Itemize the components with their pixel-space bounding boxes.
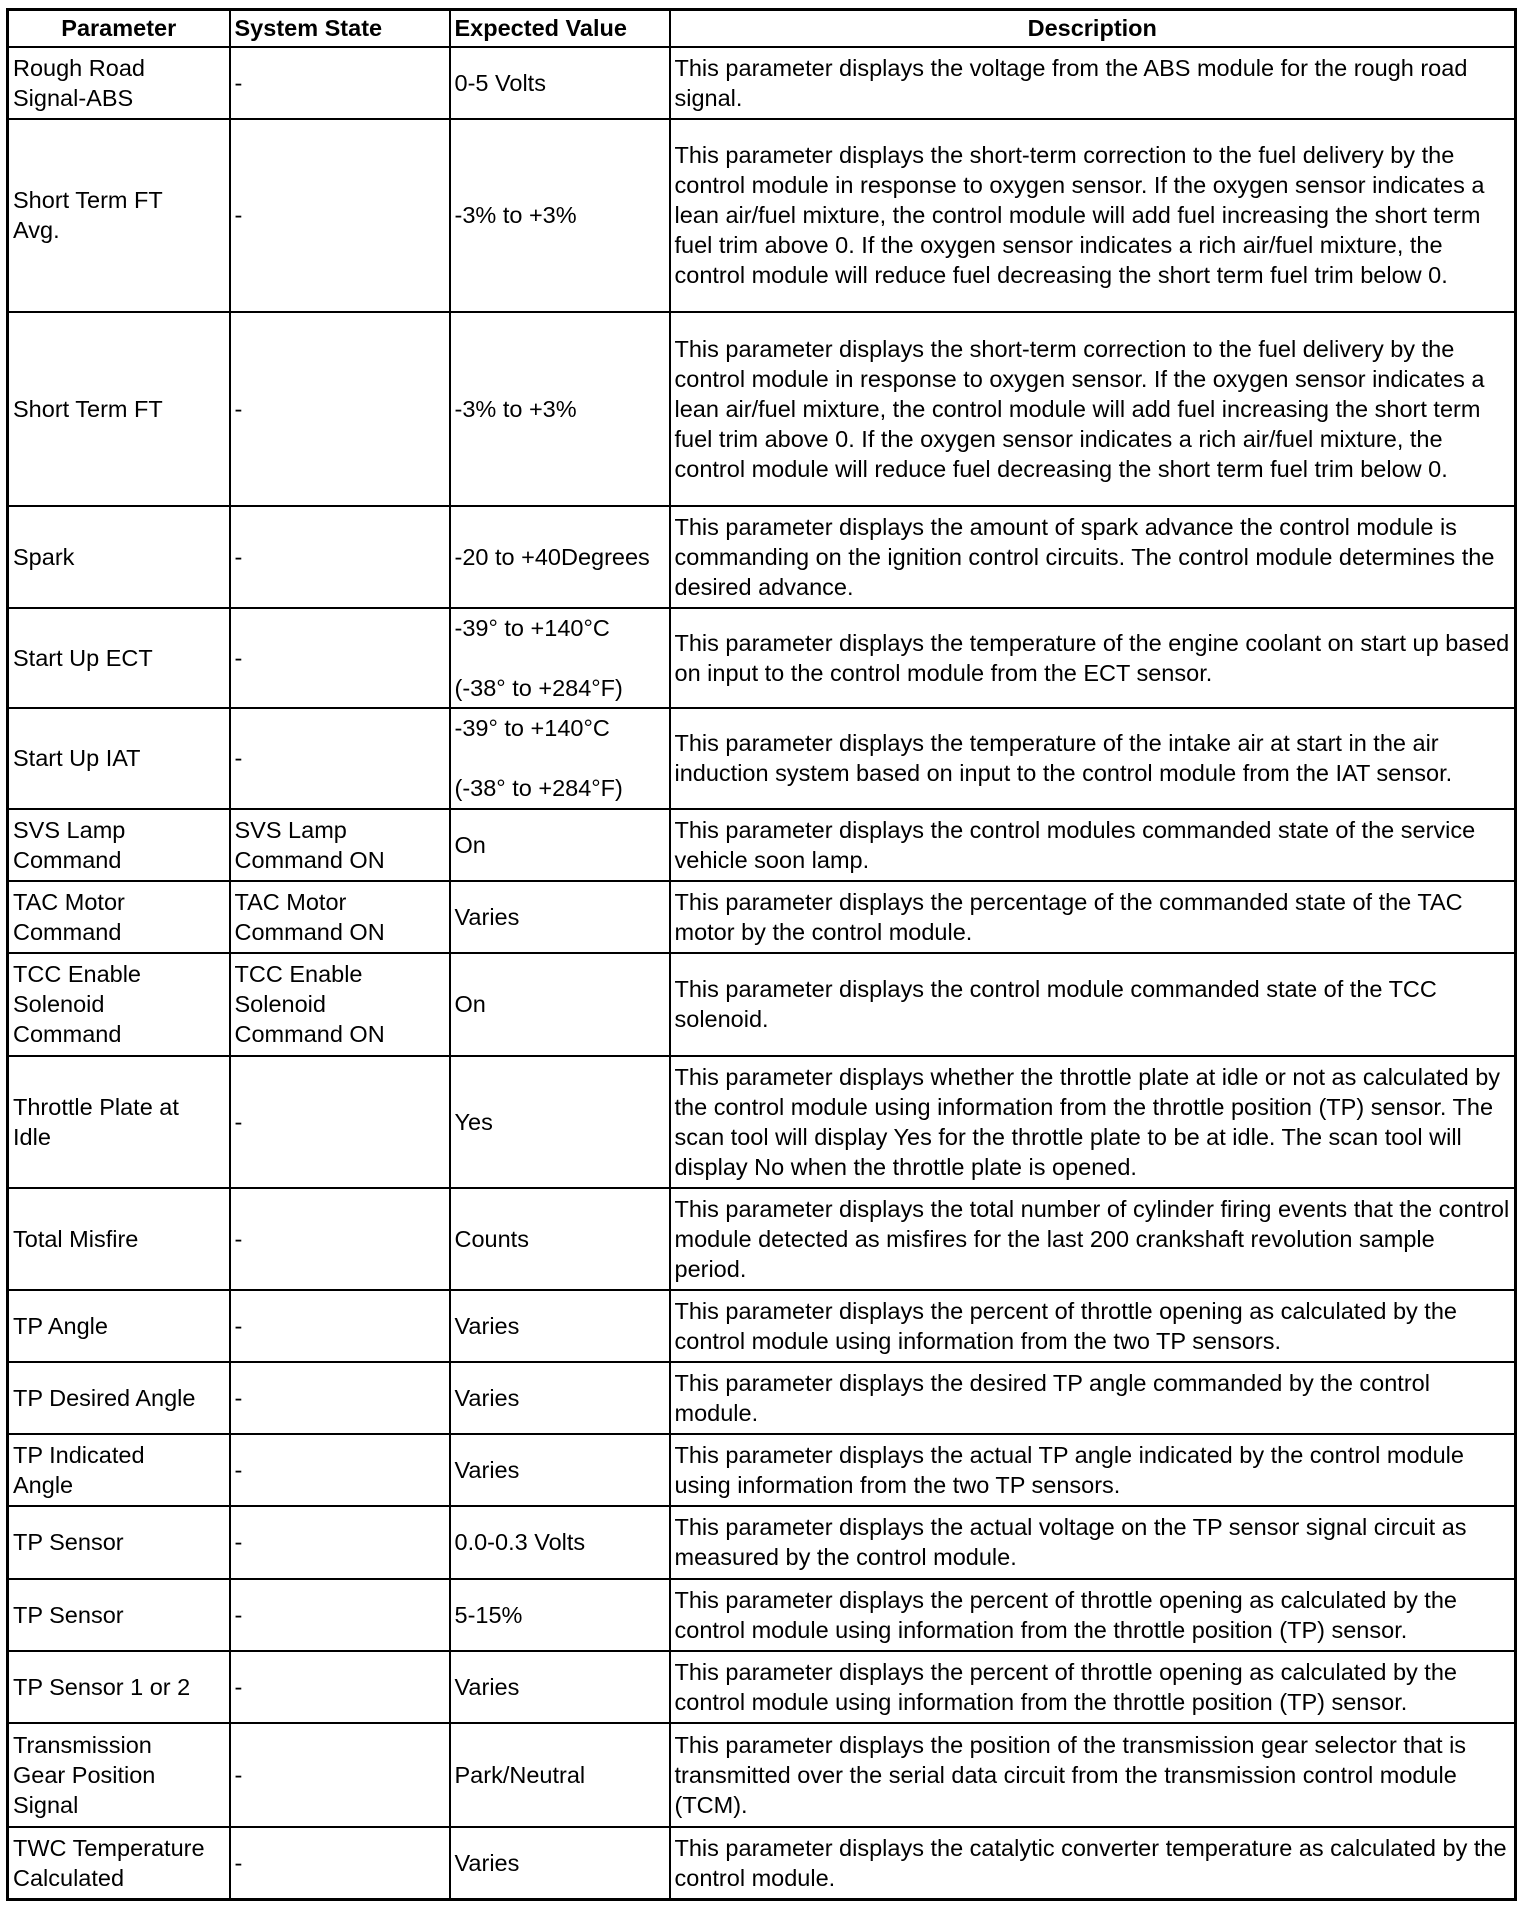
table-row	[8, 1579, 1516, 1651]
cell-expected-value: Yes	[450, 1056, 670, 1188]
cell-parameter: TWC Temperature Calculated	[8, 1827, 230, 1900]
table-row	[8, 1188, 1516, 1290]
table-row	[8, 1827, 1516, 1900]
table-row	[8, 1651, 1516, 1723]
cell-parameter: Start Up ECT	[8, 608, 230, 708]
cell-description: This parameter displays the percent of throttle opening as calculated by the control module using information from the two TP sensors.	[670, 1290, 1516, 1362]
cell-system-state: -	[230, 1290, 450, 1362]
header-system-state: System State	[230, 10, 450, 47]
cell-expected-value: 5-15%	[450, 1579, 670, 1651]
cell-expected-value: -20 to +40Degrees	[450, 506, 670, 608]
cell-system-state: -	[230, 119, 450, 312]
cell-description: This parameter displays the short-term correction to the fuel delivery by the control module in response to oxygen sensor. If the oxygen sensor indicates a lean air/fuel mixture, the control module will add fuel increasing the short term fuel trim above 0. If the oxygen sensor indicates a rich air/fuel mixture, the control module will reduce fuel decreasing the short term fuel trim below 0.	[670, 312, 1516, 506]
cell-expected-value: 0.0-0.3 Volts	[450, 1506, 670, 1579]
table-row	[8, 953, 1516, 1056]
cell-system-state: -	[230, 1056, 450, 1188]
cell-expected-value: 0-5 Volts	[450, 47, 670, 119]
cell-parameter: TP Sensor	[8, 1579, 230, 1651]
table-row	[8, 1056, 1516, 1188]
cell-parameter: Total Misfire	[8, 1188, 230, 1290]
cell-parameter: TP Sensor 1 or 2	[8, 1651, 230, 1723]
cell-system-state: -	[230, 608, 450, 708]
cell-description: This parameter displays the position of the transmission gear selector that is transmitted over the serial data circuit from the transmission control module (TCM).	[670, 1723, 1516, 1827]
header-expected-value: Expected Value	[450, 10, 670, 47]
cell-parameter: TCC Enable Solenoid Command	[8, 953, 230, 1056]
cell-description: This parameter displays the temperature of the intake air at start in the air induction system based on input to the control module from the IAT sensor.	[670, 708, 1516, 809]
cell-system-state: -	[230, 708, 450, 809]
table-row	[8, 119, 1516, 312]
table-row	[8, 506, 1516, 608]
cell-description: This parameter displays the control module commanded state of the TCC solenoid.	[670, 953, 1516, 1056]
cell-expected-value: Varies	[450, 1827, 670, 1900]
cell-description: This parameter displays the percent of throttle opening as calculated by the control module using information from the throttle position (TP) sensor.	[670, 1579, 1516, 1651]
cell-expected-value: -3% to +3%	[450, 312, 670, 506]
cell-description: This parameter displays the actual voltage on the TP sensor signal circuit as measured by the control module.	[670, 1506, 1516, 1579]
cell-description: This parameter displays the catalytic converter temperature as calculated by the control module.	[670, 1827, 1516, 1900]
cell-parameter: SVS Lamp Command	[8, 809, 230, 881]
cell-system-state: TAC Motor Command ON	[230, 881, 450, 953]
cell-parameter: TP Desired Angle	[8, 1362, 230, 1434]
table-row	[8, 1362, 1516, 1434]
cell-parameter: Spark	[8, 506, 230, 608]
cell-expected-value: -39° to +140°C (-38° to +284°F)	[450, 708, 670, 809]
cell-description: This parameter displays the temperature of the engine coolant on start up based on input to the control module from the ECT sensor.	[670, 608, 1516, 708]
table-row	[8, 312, 1516, 506]
cell-expected-value: Varies	[450, 1362, 670, 1434]
cell-expected-value: On	[450, 809, 670, 881]
cell-parameter: Short Term FT Avg.	[8, 119, 230, 312]
cell-description: This parameter displays the short-term correction to the fuel delivery by the control module in response to oxygen sensor. If the oxygen sensor indicates a lean air/fuel mixture, the control module will add fuel increasing the short term fuel trim above 0. If the oxygen sensor indicates a rich air/fuel mixture, the control module will reduce fuel decreasing the short term fuel trim below 0.	[670, 119, 1516, 312]
cell-expected-value: Park/Neutral	[450, 1723, 670, 1827]
cell-system-state: -	[230, 1827, 450, 1900]
cell-description: This parameter displays the amount of spark advance the control module is commanding on the ignition control circuits. The control module determines the desired advance.	[670, 506, 1516, 608]
cell-description: This parameter displays the percent of throttle opening as calculated by the control module using information from the throttle position (TP) sensor.	[670, 1651, 1516, 1723]
cell-system-state: -	[230, 1434, 450, 1506]
header-description: Description	[670, 10, 1516, 47]
cell-system-state: -	[230, 1188, 450, 1290]
cell-parameter: Transmission Gear Position Signal	[8, 1723, 230, 1827]
table-row	[8, 608, 1516, 708]
table-row	[8, 1506, 1516, 1579]
table-row	[8, 1434, 1516, 1506]
cell-description: This parameter displays the voltage from the ABS module for the rough road signal.	[670, 47, 1516, 119]
cell-system-state: -	[230, 1723, 450, 1827]
cell-parameter: TP Indicated Angle	[8, 1434, 230, 1506]
cell-expected-value: -3% to +3%	[450, 119, 670, 312]
table-row	[8, 809, 1516, 881]
cell-description: This parameter displays the total number of cylinder firing events that the control module detected as misfires for the last 200 crankshaft revolution sample period.	[670, 1188, 1516, 1290]
cell-expected-value: Varies	[450, 1434, 670, 1506]
cell-expected-value: Varies	[450, 881, 670, 953]
table-row	[8, 1290, 1516, 1362]
cell-system-state: -	[230, 1506, 450, 1579]
header-parameter: Parameter	[8, 10, 230, 47]
header-row	[8, 10, 1516, 47]
cell-system-state: -	[230, 1362, 450, 1434]
cell-parameter: TAC Motor Command	[8, 881, 230, 953]
cell-description: This parameter displays the actual TP angle indicated by the control module using information from the two TP sensors.	[670, 1434, 1516, 1506]
cell-system-state: -	[230, 1651, 450, 1723]
cell-system-state: -	[230, 312, 450, 506]
cell-parameter: TP Angle	[8, 1290, 230, 1362]
parameter-table	[6, 8, 1517, 1901]
table-row	[8, 881, 1516, 953]
table-row	[8, 708, 1516, 809]
table-body	[8, 47, 1516, 1900]
table-row	[8, 1723, 1516, 1827]
cell-parameter: Start Up IAT	[8, 708, 230, 809]
cell-expected-value: Counts	[450, 1188, 670, 1290]
cell-expected-value: Varies	[450, 1290, 670, 1362]
cell-parameter: Rough Road Signal-ABS	[8, 47, 230, 119]
cell-parameter: TP Sensor	[8, 1506, 230, 1579]
table-row	[8, 47, 1516, 119]
cell-system-state: -	[230, 47, 450, 119]
cell-parameter: Throttle Plate at Idle	[8, 1056, 230, 1188]
cell-system-state: TCC Enable Solenoid Command ON	[230, 953, 450, 1056]
cell-system-state: -	[230, 506, 450, 608]
cell-expected-value: Varies	[450, 1651, 670, 1723]
cell-description: This parameter displays the desired TP angle commanded by the control module.	[670, 1362, 1516, 1434]
cell-parameter: Short Term FT	[8, 312, 230, 506]
cell-expected-value: -39° to +140°C (-38° to +284°F)	[450, 608, 670, 708]
cell-expected-value: On	[450, 953, 670, 1056]
cell-system-state: SVS Lamp Command ON	[230, 809, 450, 881]
cell-description: This parameter displays whether the throttle plate at idle or not as calculated by the control module using information from the throttle position (TP) sensor. The scan tool will display Yes for the throttle plate to be at idle. The scan tool will display No when the throttle plate is opened.	[670, 1056, 1516, 1188]
cell-description: This parameter displays the control modules commanded state of the service vehicle soon lamp.	[670, 809, 1516, 881]
cell-description: This parameter displays the percentage of the commanded state of the TAC motor by the control module.	[670, 881, 1516, 953]
parameter-table-container	[6, 8, 1514, 1898]
cell-system-state: -	[230, 1579, 450, 1651]
